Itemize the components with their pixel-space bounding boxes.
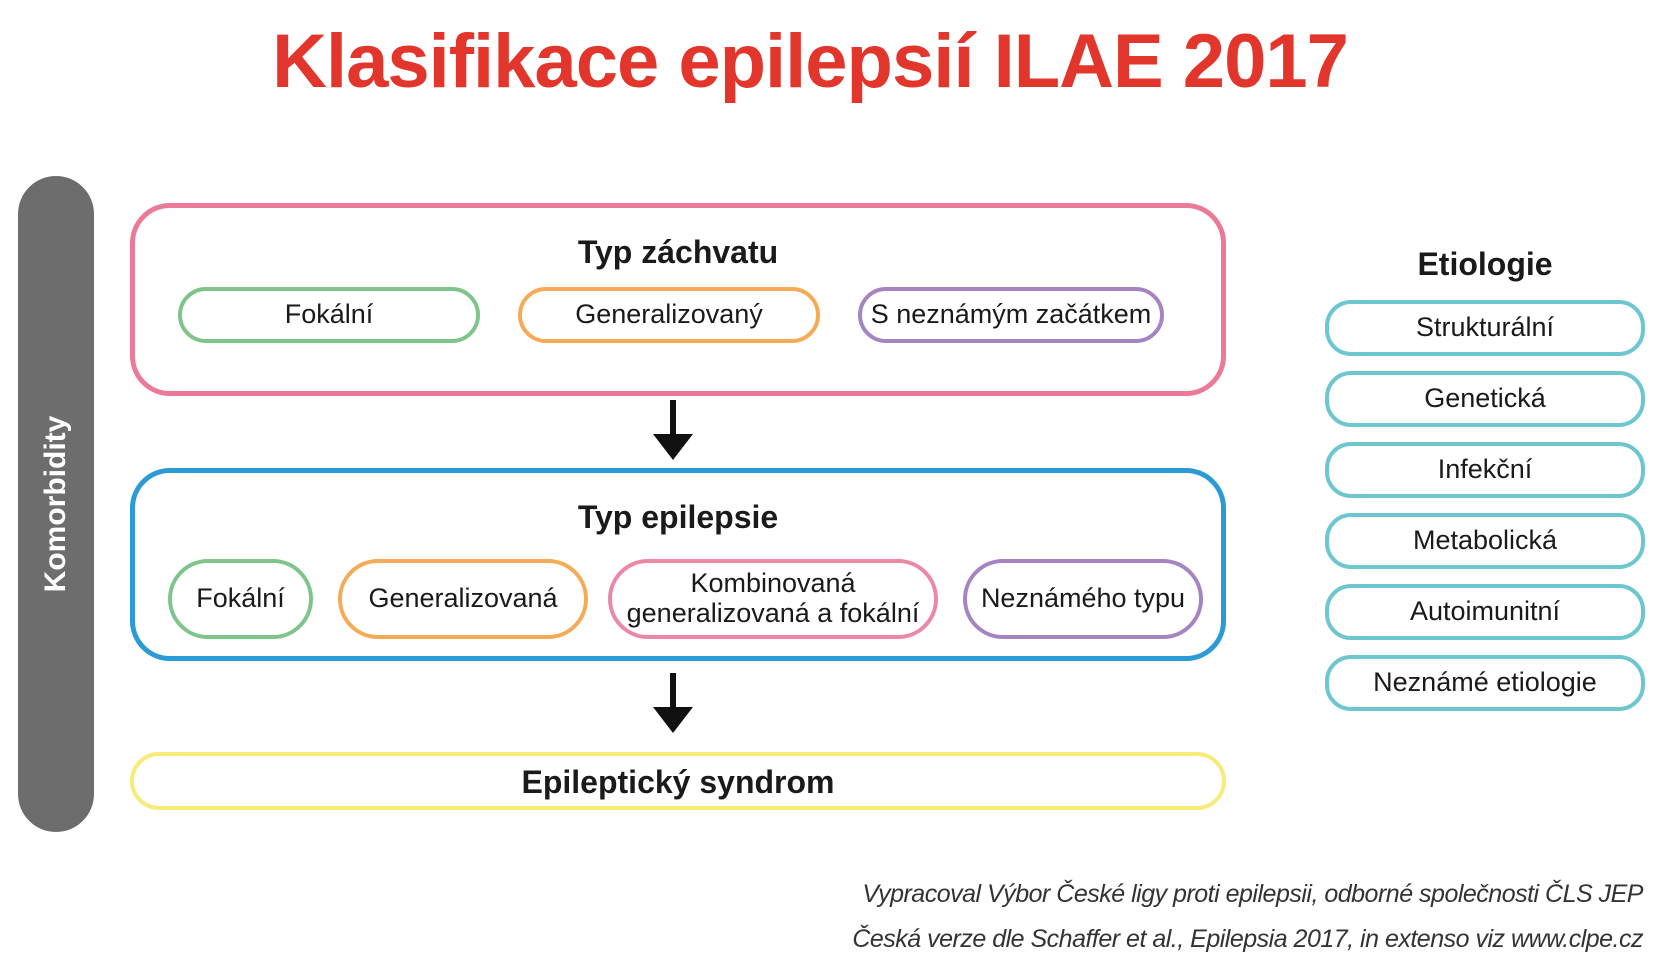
etiology-structural-pill: Strukturální xyxy=(1325,300,1645,356)
etiology-metabolic-pill: Metabolická xyxy=(1325,513,1645,569)
credit-line-1: Vypracoval Výbor České ligy proti epilepsii, odborné společnosti ČLS JEP xyxy=(862,880,1643,908)
epilepsy-combined-pill xyxy=(608,559,938,639)
down-arrow-icon xyxy=(651,400,695,462)
syndrome-title: Epileptický syndrom xyxy=(521,764,835,800)
etiology-unknown-pill: Neznámé etiologie xyxy=(1325,655,1645,711)
seizure-generalized-pill: Generalizovaný xyxy=(518,287,820,343)
seizure-unknown-onset-pill: S neznámým začátkem xyxy=(858,287,1164,343)
seizure-focal-pill: Fokální xyxy=(178,287,480,343)
comorbidities-bar xyxy=(18,176,94,832)
epilepsy-unknown-pill: Neznámého typu xyxy=(963,559,1203,639)
seizure-type-box xyxy=(130,203,1226,396)
comorbidities-label: Komorbidity xyxy=(39,415,72,593)
etiology-genetic-pill: Genetická xyxy=(1325,371,1645,427)
epilepsy-focal-pill: Fokální xyxy=(168,559,313,639)
epilepsy-type-box xyxy=(130,468,1226,661)
syndrome-box xyxy=(130,752,1226,810)
etiology-title: Etiologie xyxy=(1417,246,1553,282)
epilepsy-type-title: Typ epilepsie xyxy=(577,499,779,535)
credit-line-2: Česká verze dle Schaffer et al., Epilepsia 2017, in extenso viz www.clpe.cz xyxy=(852,925,1643,953)
epilepsy-combined-line1: Kombinovaná xyxy=(690,568,856,599)
seizure-type-title: Typ záchvatu xyxy=(577,234,779,270)
epilepsy-generalized-pill: Generalizovaná xyxy=(338,559,588,639)
etiology-infectious-pill: Infekční xyxy=(1325,442,1645,498)
down-arrow-icon xyxy=(651,673,695,735)
etiology-autoimmune-pill: Autoimunitní xyxy=(1325,584,1645,640)
page-title: Klasifikace epilepsií ILAE 2017 xyxy=(272,19,1348,104)
epilepsy-combined-line2: generalizovaná a fokální xyxy=(626,598,920,628)
